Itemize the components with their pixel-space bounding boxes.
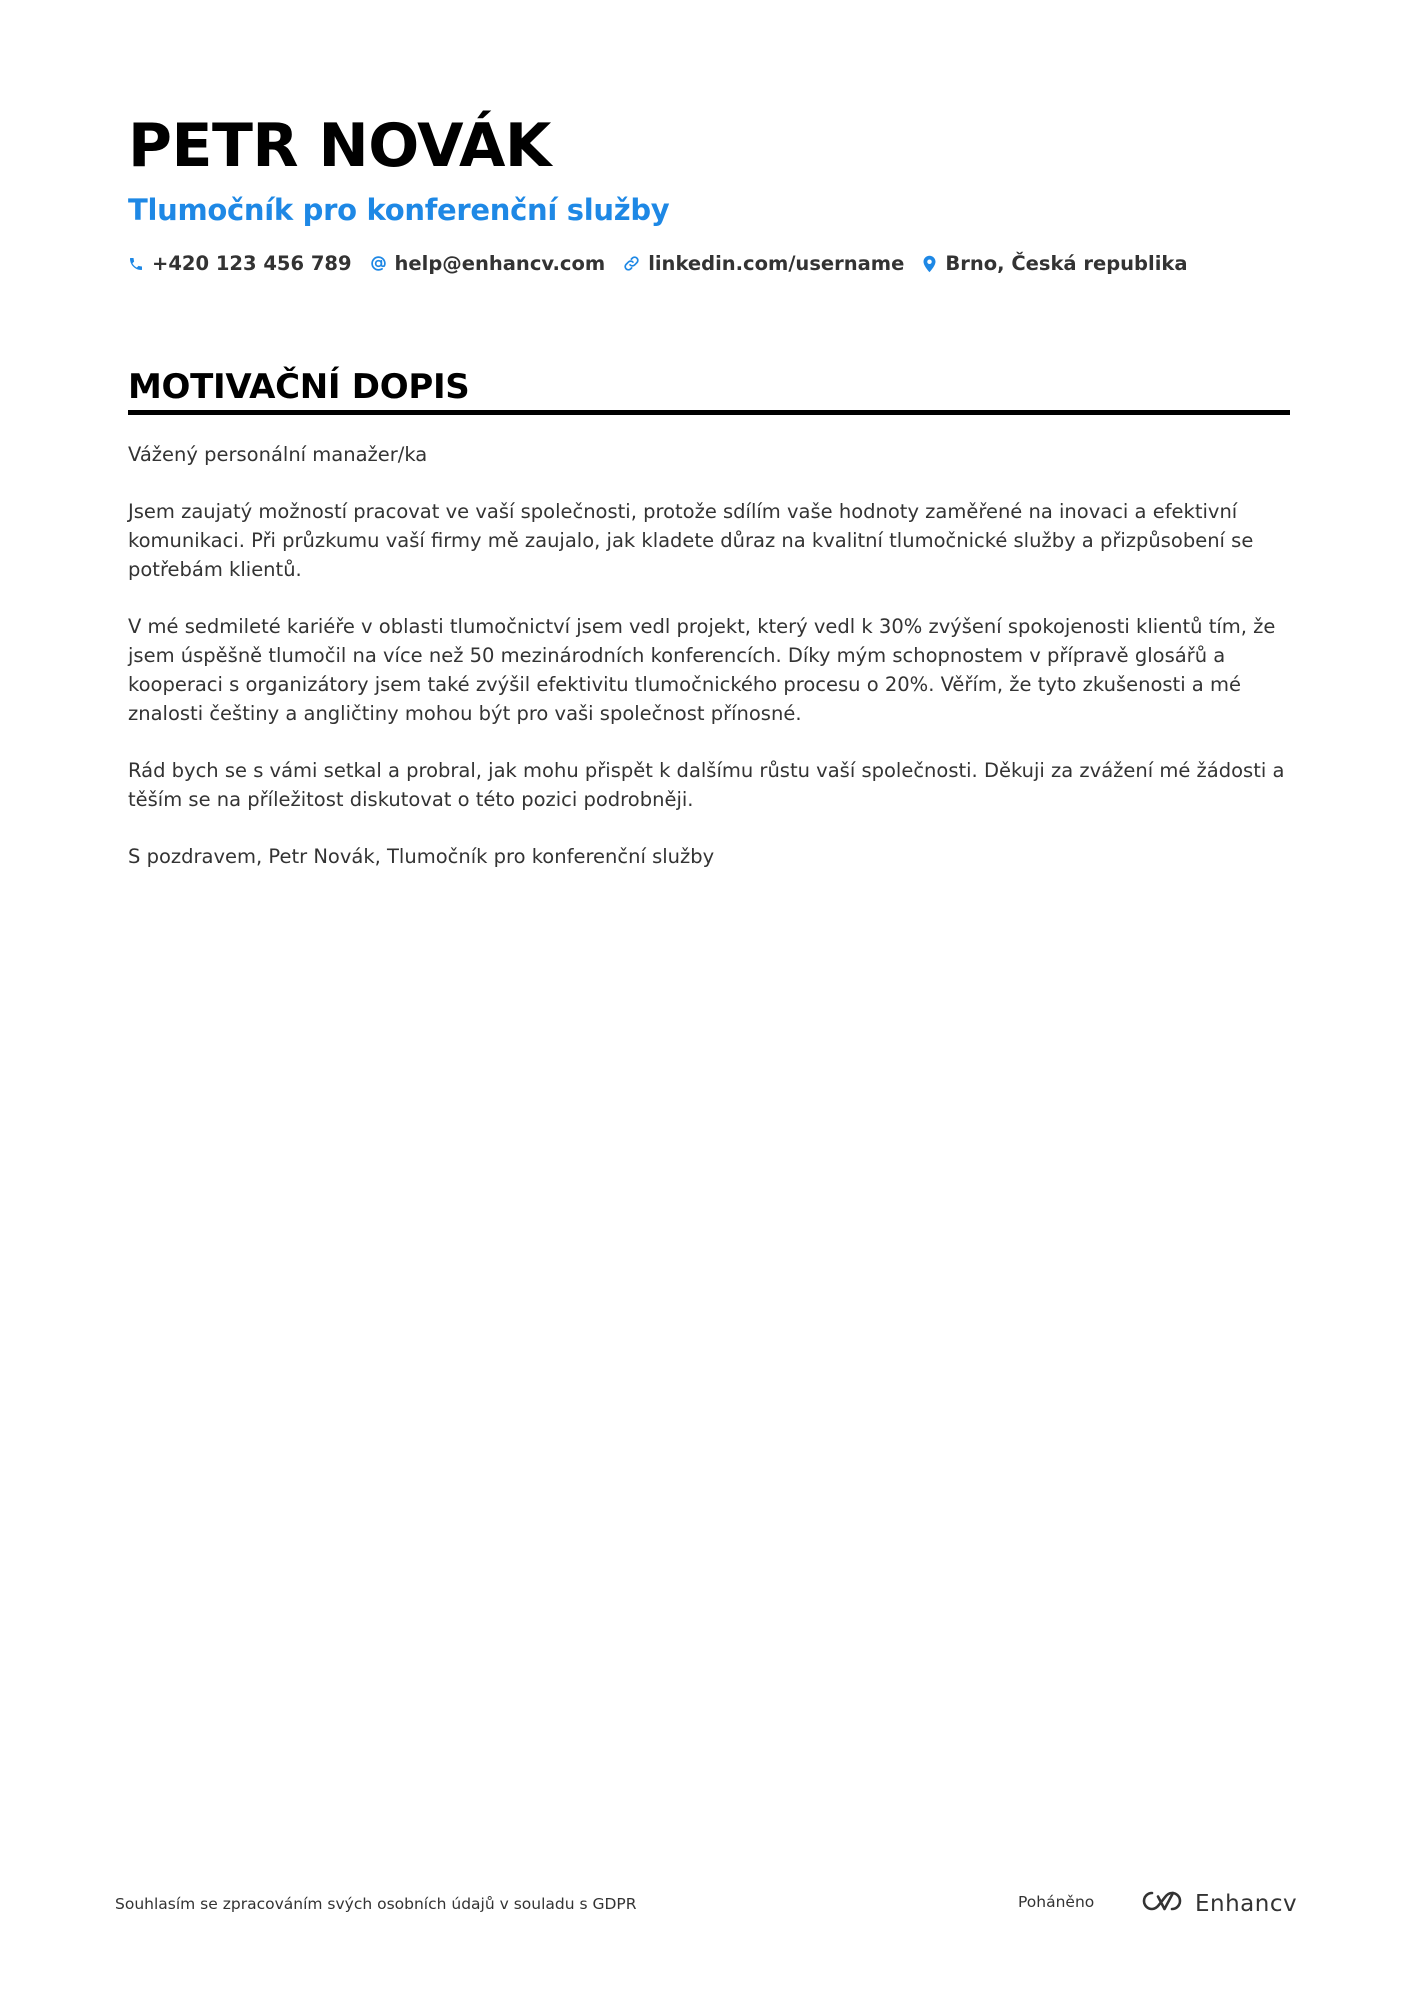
email-address[interactable]: help@enhancv.com	[394, 252, 606, 275]
letter-body	[128, 440, 1290, 899]
link-icon	[623, 255, 640, 272]
powered-by-label: Poháněno	[1018, 1893, 1095, 1911]
letter-greeting: Vážený personální manažer/ka	[128, 443, 428, 466]
letter-paragraph: Rád bych se s vámi setkal a probral, jak mohu přispět k dalšímu růstu vaší společnosti. Děkuji za zvážení mé žádosti a těším se na příležitost diskutovat o této pozici podrobněji.	[128, 759, 1285, 811]
section-divider	[128, 410, 1290, 415]
contact-location	[922, 252, 1187, 275]
at-icon	[370, 255, 387, 272]
brand-name: Enhancv	[1195, 1890, 1298, 1917]
letter-paragraph: Jsem zaujatý možností pracovat ve vaší společnosti, protože sdílím vaše hodnoty zaměřené na inovaci a efektivní komunikaci. Při průzkumu vaší firmy mě zaujalo, jak kladete důraz na kvalitní tlumočnické služby a přizpůsobení se potřebám klientů.	[128, 500, 1254, 581]
location-pin-icon	[922, 255, 937, 273]
contact-bar	[128, 252, 1188, 275]
letter-paragraph: V mé sedmileté kariéře v oblasti tlumočnictví jsem vedl projekt, který vedl k 30% zvýšení spokojenosti klientů tím, že jsem úspěšně tlumočil na více než 50 mezinárodních konferencích. Díky mým schopnostem v přípravě glosářů a kooperaci s organizátory jsem také zvýšil efektivitu tlumočnického procesu o 20%. Věřím, že tyto zkušenosti a mé znalosti češtiny a angličtiny mohou být pro vaši společnost přínosné.	[128, 615, 1276, 725]
candidate-name: PETR NOVÁK	[128, 111, 551, 181]
letter-closing: S pozdravem, Petr Novák, Tlumočník pro konferenční služby	[128, 845, 715, 868]
candidate-role: Tlumočník pro konferenční služby	[128, 193, 670, 227]
linkedin-url[interactable]: linkedin.com/username	[648, 252, 905, 275]
phone-icon	[128, 256, 144, 272]
contact-email	[370, 252, 606, 275]
gdpr-consent: Souhlasím se zpracováním svých osobních údajů v souladu s GDPR	[115, 1895, 637, 1913]
section-title: MOTIVAČNÍ DOPIS	[128, 367, 470, 407]
enhancv-brand[interactable]	[1139, 1888, 1297, 1919]
location-text: Brno, Česká republika	[945, 252, 1188, 275]
enhancv-logo-icon	[1139, 1888, 1185, 1919]
contact-phone	[128, 252, 352, 275]
phone-number[interactable]: +420 123 456 789	[152, 252, 352, 275]
contact-linkedin	[623, 252, 904, 275]
